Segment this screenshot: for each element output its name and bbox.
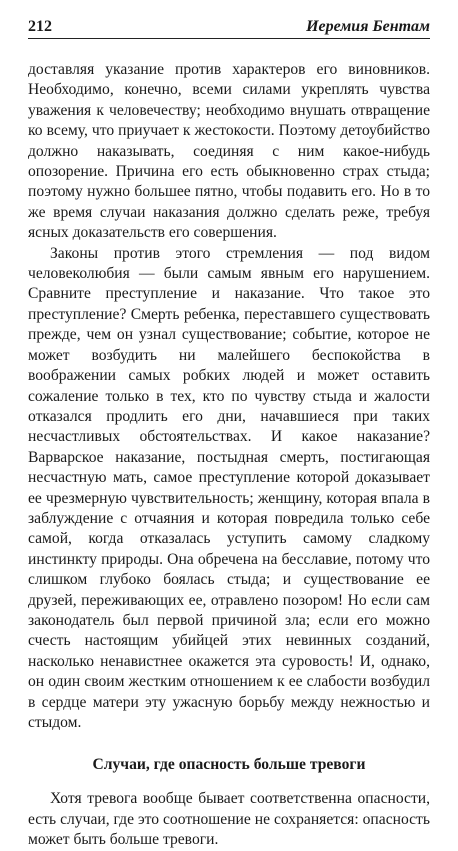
paragraph-laws: Законы против этого стремления — под видом человеколюбия — были самым явным его нарушением. Сравните преступление и наказание. Что такое это преступление? Смерть ребенка, переставшего существовать прежде, чем он узнал существование; событие, которое не может возбудить ни малейшего беспокойства в воображении самых робких людей и может оставить сожаление только в тех, кто по чувству стыда и жалости отказался продлить его дни, начавшиеся при таких несчастливых обстоятельствах. И какое наказание? Варварское наказание, постыдная смерть, постигающая несчастную мать, самое преступление которой доказывает ее чрезмерную чувствительность; женщину, которая впала в заблуждение с отчаяния и которая повредила только себе самой, когда отказалась уступить самому сладкому инстинкту природы. Она обречена на бесславие, потому что слишком глубоко боялась стыда; и существование ее друзей, переживающих ее, отравлено позором! Но если сам законодатель был первой причиной зла; если его можно счесть настоящим убийцей этих невинных созданий, насколько ненавистнее окажется эта суровость! И, однако, он один своим жестким отношением к ее слабости возбудил в сердце матери эту ужасную борьбу между нежностью и стыдом. [28,244,430,731]
paragraph-alarm: Хотя тревога вообще бывает соответственна опасности, есть случаи, где это соотношение не сохраняется: опасность может быть больше тревоги. [28,790,430,849]
running-header [28,14,430,39]
section-heading: Случаи, где опасность больше тревоги [92,756,366,774]
page-number: 212 [28,18,52,35]
body-text [28,60,430,851]
running-title: Иеремия Бентам [306,18,430,35]
paragraph-continuation: доставляя указание против характеров его виновников. Необходимо, конечно, всеми силами укреплять чувства уважения к человечеству; необходимо внушать отвращение ко всему, что приучает к жестокости. Поэтому детоубийство должно наказывать, соединяя с ним какое-нибудь опозорение. Причина его есть обыкновенно страх стыда; поэтому нужно большее пятно, чтобы подавить его. Но в то же время случаи наказания должно сделать реже, требуя ясных доказательств его совершения. [28,61,430,242]
